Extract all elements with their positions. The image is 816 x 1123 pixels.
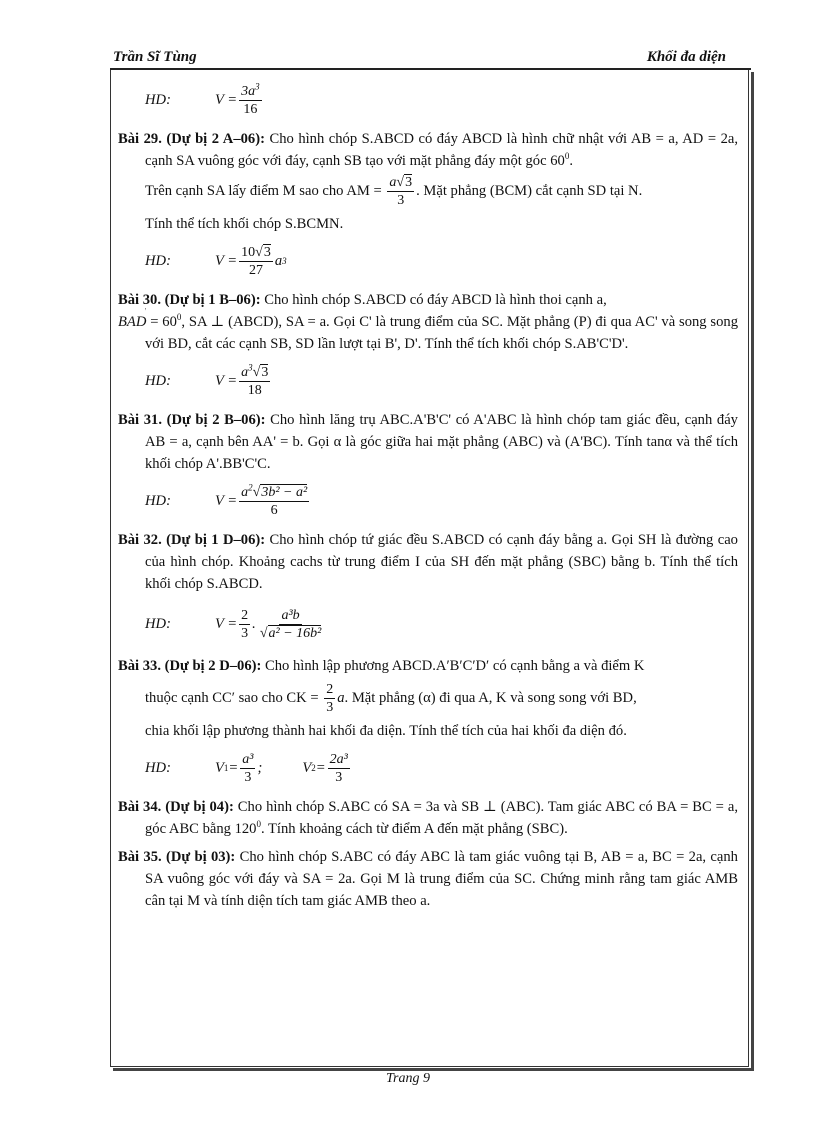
exponent: 0 (256, 819, 261, 830)
problem-source: (Dự bị 1 D–06): (166, 532, 266, 548)
equals: = (315, 760, 326, 776)
answer (145, 599, 738, 649)
problem-number: Bài 31. (118, 412, 162, 428)
fraction-am: $\frac{a√3}{3}$ (389, 175, 413, 208)
equals: = (228, 760, 239, 776)
problem-text: Cho hình chóp S.ABC có đáy ABC là tam giác vuông tại B, AB = a, BC = 2a, cạnh SA vuông góc với đáy và SA = 2a. Gọi M là trung điểm của SC. Chứng minh rằng tam giác AMB cân tại M và tính diện tích tam giác AMB theo a. (145, 849, 738, 909)
problem-text: Cho hình chóp tứ giác đều S.ABCD có cạnh đáy bằng a. Gọi SH là đường cao của hình chóp. Khoảng cachs từ trung điểm I của SH đến mặt phẳng (SBC) bằng b. Tính thể tích khối chóp S.ABCD. (145, 532, 738, 592)
separator: ; (257, 760, 263, 776)
fraction: $\frac{10√3}{27}$ (241, 244, 271, 278)
denominator: 18 (247, 382, 262, 398)
fraction (328, 751, 350, 786)
fraction (240, 751, 255, 786)
problem-source: (Dự bị 2 D–06): (164, 658, 262, 674)
hd-label: HD: (145, 92, 171, 108)
numerator: 2 (326, 682, 334, 697)
fraction-two-thirds (239, 607, 250, 642)
problem-number: Bài 30. (118, 292, 161, 308)
volume-formula (215, 481, 311, 519)
denominator: 3 (397, 193, 405, 208)
numerator: a³ (242, 751, 254, 767)
exponent: 0 (176, 312, 182, 323)
hd-label: HD: (145, 373, 171, 389)
problem-35 (118, 846, 738, 912)
problem-text: . Mặt phẳng (BCM) cắt cạnh SD tại N. (416, 182, 643, 199)
formula-lhs: V = (215, 616, 238, 632)
frame-shadow-right (751, 72, 754, 1070)
fraction: $\frac{a^3√3}{18}$ (241, 361, 269, 398)
numerator: 2a³ (329, 751, 348, 767)
page-number: Trang 9 (386, 1071, 430, 1086)
punct: . (569, 153, 573, 169)
problem-number: Bài 32. (118, 532, 162, 548)
fraction: $\frac{\text{a³b}}{\text{√a² − 16b²}}$ (259, 607, 322, 641)
variable: a (274, 253, 283, 269)
hd-label: HD: (145, 253, 171, 269)
problem-source: (Dự bị 2 A–06): (166, 131, 265, 147)
problem-29 (118, 128, 738, 283)
hd-label: HD: (145, 616, 171, 632)
problem-source: (Dự bị 1 B–06): (164, 292, 261, 308)
variable: a (337, 689, 345, 706)
header-author: Trần Sĩ Tùng (113, 49, 197, 65)
problem-text: . Tính khoảng cách từ điểm A đến mặt phẳng (SBC). (260, 821, 568, 837)
radicand: 3 (405, 175, 413, 190)
formula-lhs: V = (215, 373, 238, 389)
problem-source: (Dự bị 04): (165, 799, 234, 815)
denominator: 3 (326, 700, 334, 715)
exponent: 0 (564, 151, 570, 162)
problem-source: (Dự bị 2 B–06): (166, 412, 266, 428)
problem-number: Bài 35. (118, 849, 162, 865)
volume-formula: V 1 = $\frac{\text{a³}}{3}$ ; V 2 = $\frac{\text{2a³}}{3}$ (215, 751, 348, 785)
problem-number: Bài 29. (118, 131, 162, 147)
answer (145, 746, 738, 790)
angle-bad: BAD (145, 311, 146, 333)
fraction-ck (324, 681, 335, 716)
problem-text: Cho hình lăng trụ ABC.A'B'C' có A'ABC là hình chóp tam giác đều, cạnh đáy AB = a, cạnh bên AA' = b. Gọi α là góc giữa hai mặt phẳng (ABC) và (A'BC). Tính tanα và thể tích khối chóp A'.BB'C'C. (145, 412, 738, 472)
v1-symbol: V (215, 760, 224, 776)
hd-label: HD: (145, 760, 171, 776)
problem-text: Cho hình lập phương ABCD.A′B′C′D′ có cạnh bằng a và điểm K (265, 658, 645, 674)
problem-text: thuộc cạnh CC′ sao cho CK = (145, 689, 319, 706)
denominator: 3 (244, 769, 252, 785)
answer (145, 479, 738, 523)
numerator: a (241, 364, 249, 380)
fraction: $\frac{a^2√3b^2 - a^2}{6}$ (241, 481, 308, 518)
problem-number: Bài 33. (118, 658, 161, 674)
answer (145, 239, 738, 283)
volume-formula: V = $\frac{2}{3}$ . $\frac{\text{a³b}}{\text{√a² − 16b²}}$ (215, 607, 322, 641)
problem-32 (118, 529, 738, 649)
hd-label: HD: (145, 493, 171, 509)
denominator: 3 (241, 625, 249, 641)
numerator: a (241, 484, 249, 500)
formula-lhs: V = (215, 92, 238, 108)
denominator: 27 (249, 262, 263, 278)
problem-text: Cho hình chóp S.ABCD có đáy ABCD là hình thoi cạnh a, (264, 292, 607, 308)
angle-value: = 60 (150, 314, 177, 330)
problem-source: (Dự bị 03): (165, 849, 236, 865)
volume-formula (215, 361, 272, 399)
problem-text: Cho hình chóp S.ABCD có đáy ABCD là hình chữ nhật với AB = a, AD = 2a, cạnh SA vuông góc với đáy, cạnh SB tạo với mặt phẳng đáy một góc 60 (145, 131, 738, 169)
problem-33 (118, 655, 738, 790)
problem-text: Trên cạnh SA lấy điểm M sao cho AM = (145, 182, 382, 199)
answer (145, 359, 738, 403)
problem-31 (118, 409, 738, 523)
problem-text: , SA ⊥ (ABCD), SA = a. Gọi C' là trung điểm của SC. Mặt phẳng (P) đi qua AC' và song song với BD, cắt các cạnh SB, SD lần lượt tại B', D'. Tính thể tích khối chóp S.AB'C'D'. (145, 314, 738, 352)
numerator: 3a (241, 83, 256, 99)
formula-lhs: V = (215, 493, 238, 509)
denominator: 16 (243, 101, 258, 117)
problem-text: Tính thể tích khối chóp S.BCMN. (145, 216, 344, 232)
page-content (118, 76, 738, 912)
problem-text: Cho hình chóp S.ABC có SA = 3a và SB ⊥ (ABC). Tam giác ABC có BA = BC = a, góc ABC bằng 120 (145, 799, 738, 837)
formula-lhs: V = (215, 253, 238, 269)
numerator: a (389, 175, 397, 190)
problem-number: Bài 34. (118, 799, 162, 815)
radicand: 3b² − a² (261, 484, 308, 500)
volume-formula: V = $\frac{10√3}{27}$ a 3 (215, 244, 287, 278)
radicand: 3 (261, 364, 269, 380)
exponent: 2 (248, 481, 253, 492)
header-topic: Khối đa diện (646, 49, 726, 65)
v2-symbol: V (302, 760, 312, 776)
problem-30 (118, 289, 738, 403)
numerator: 2 (241, 607, 249, 623)
top-answer (145, 78, 738, 122)
problem-text: chia khối lập phương thành hai khối đa diện. Tính thể tích của hai khối đa diện đó. (145, 723, 627, 739)
numerator: 10 (241, 244, 256, 260)
volume-formula (215, 80, 264, 118)
denominator: 6 (270, 502, 278, 518)
fraction (239, 80, 262, 118)
denominator: 3 (335, 769, 343, 785)
problem-text: . Mặt phẳng (α) đi qua A, K và song song với BD, (344, 689, 637, 706)
numerator: a³b (281, 607, 300, 623)
exponent: 3 (248, 361, 253, 372)
radicand: 3 (263, 244, 271, 260)
radicand: a² − 16b² (268, 625, 322, 641)
problem-34 (118, 796, 738, 840)
exponent: 3 (255, 80, 260, 91)
